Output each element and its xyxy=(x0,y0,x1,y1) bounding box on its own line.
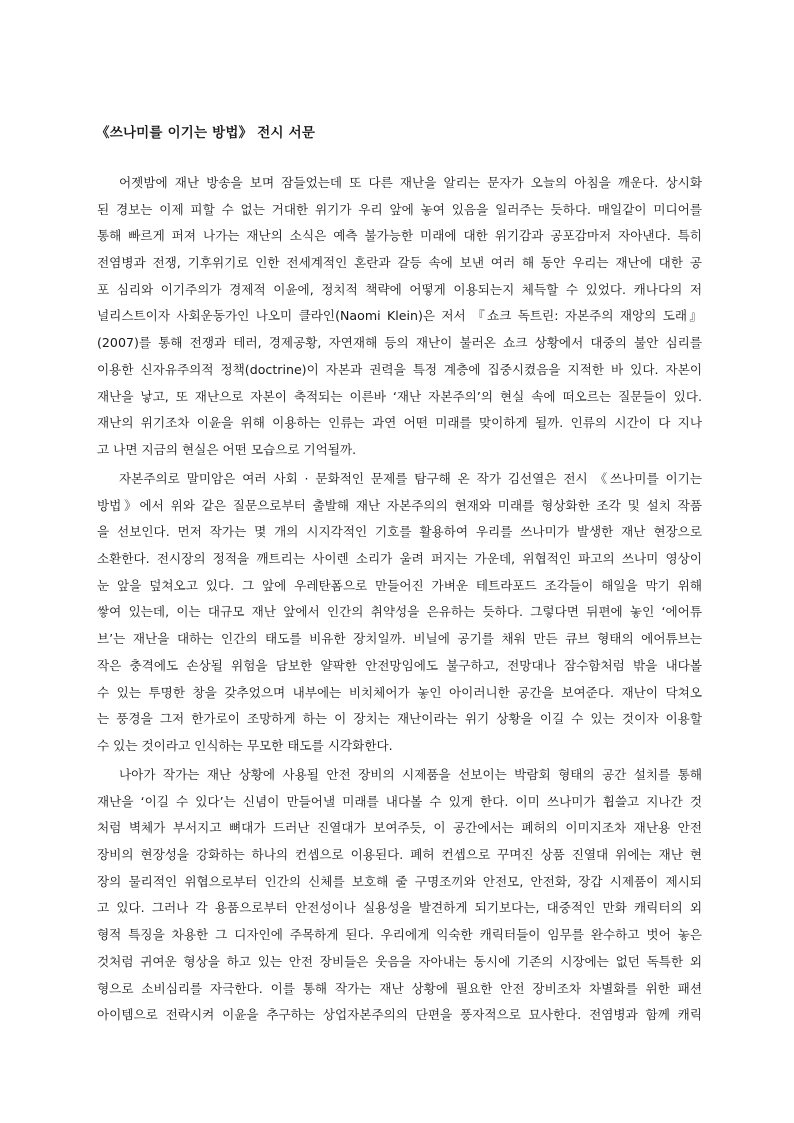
text-line: 을 선보인다. 먼저 작가는 몇 개의 시지각적인 기호를 활용하여 우리를 쓰나미가 발생한 재난 현장으로 xyxy=(97,524,702,540)
text-line: 통해 빠르게 퍼져 나가는 재난의 소식은 예측 불가능한 미래에 대한 위기감과 공포감마저 자아낸다. 특히 xyxy=(97,228,702,244)
text-line: 나아가 작가는 재난 상황에 사용될 안전 장비의 시제품을 선보이는 박람회 형태의 공간 설치를 통해 xyxy=(119,767,702,782)
text-line: 작은 충격에도 손상될 위험을 담보한 얄팍한 안전망임에도 불구하고, 전망대나 잠수함처럼 밖을 내다볼 xyxy=(97,657,702,673)
text-line: 소환한다. 전시장의 정적을 깨트리는 사이렌 소리가 울려 퍼지는 가운데, 위협적인 파고의 쓰나미 영상이 xyxy=(97,551,702,567)
text-line: 자본주의로 말미암은 여러 사회 · 문화적인 문제를 탐구해 온 작가 김선열은 전시 《쓰나미를 이기는 xyxy=(119,471,702,486)
text-line: 수 있는 투명한 창을 갖추었으며 내부에는 비치체어가 놓인 아이러니한 공간을 보여준다. 재난이 닥쳐오 xyxy=(97,684,702,700)
text-line: 아이템으로 전락시켜 이윤을 추구하는 상업자본주의의 단편을 풍자적으로 묘사한다. 전염병과 함께 캐릭 xyxy=(97,1007,702,1023)
text-line: 고 나면 지금의 현실은 어떤 모습으로 기억될까. xyxy=(97,441,357,457)
text-line: 널리스트이자 사회운동가인 나오미 클라인(Naomi Klein)은 저서 『쇼크 독트린: 자본주의 재앙의 도래』 xyxy=(97,308,702,324)
text-line: 형적 특징을 차용한 그 디자인에 주목하게 된다. 우리에게 익숙한 캐릭터들이 임무를 완수하고 벗어 놓은 xyxy=(97,927,702,943)
paragraph-3 xyxy=(97,762,702,1029)
text-line: 재난을 낳고, 또 재난으로 자본이 축적되는 이른바 ‘재난 자본주의’의 현실 속에 떠오르는 질문들이 있다. xyxy=(97,388,702,404)
text-line: 방법》에서 위와 같은 질문으로부터 출발해 재난 자본주의의 현재와 미래를 형상화한 조각 및 설치 작품 xyxy=(97,497,702,513)
paragraph-2 xyxy=(97,466,702,760)
text-line: 처럼 벽체가 부서지고 뼈대가 드러난 진열대가 보여주듯, 이 공간에서는 폐허의 이미지조차 재난용 안전 xyxy=(97,820,702,836)
text-line: 포 심리와 이기주의가 경제적 이윤에, 정치적 책략에 어떻게 이용되는지 체득할 수 있었다. 캐나다의 저 xyxy=(97,281,702,297)
text-line: 고 있다. 그러나 각 용품으로부터 안전성이나 실용성을 발견하게 되기보다는, 대중적인 만화 캐릭터의 외 xyxy=(97,900,702,916)
text-line: 수 있는 것이라고 인식하는 무모한 태도를 시각화한다. xyxy=(97,737,393,753)
text-line: 쌓여 있는데, 이는 대규모 재난 앞에서 인간의 취약성을 은유하는 듯하다. 그렇다면 뒤편에 놓인 ‘에어튜 xyxy=(97,604,702,620)
text-line: 눈 앞을 덮쳐오고 있다. 그 앞에 우레탄폼으로 만들어진 가벼운 테트라포드 조각들이 해일을 막기 위해 xyxy=(97,577,702,593)
text-line: 이용한 신자유주의적 정책(doctrine)이 자본과 권력을 특정 계층에 집중시켰음을 지적한 바 있다. 자본이 xyxy=(97,361,702,377)
document-title: 《쓰나미를 이기는 방법》 전시 서문 xyxy=(96,125,316,141)
text-line: 것처럼 귀여운 형상을 하고 있는 안전 장비들은 웃음을 자아내는 동시에 기존의 시장에는 없던 독특한 외 xyxy=(97,953,702,969)
text-line: 브’는 재난을 대하는 인간의 태도를 비유한 장치일까. 비닐에 공기를 채워 만든 큐브 형태의 에어튜브는 xyxy=(97,631,702,647)
text-line: 어젯밤에 재난 방송을 보며 잠들었는데 또 다른 재난을 알리는 문자가 오늘의 아침을 깨운다. 상시화 xyxy=(119,175,702,190)
text-line: 전염병과 전쟁, 기후위기로 인한 전세계적인 혼란과 갈등 속에 보낸 여러 해 동안 우리는 재난에 대한 공 xyxy=(97,255,702,271)
paragraph-1 xyxy=(97,170,702,464)
text-line: 재난을 ‘이길 수 있다’는 신념이 만들어낼 미래를 내다볼 수 있게 한다. 이미 쓰나미가 휩쓸고 지나간 것 xyxy=(97,793,702,809)
text-line: 재난의 위기조차 이윤을 위해 이용하는 인류는 과연 어떤 미래를 맞이하게 될까. 인류의 시간이 다 지나 xyxy=(97,415,702,431)
text-line: 장의 물리적인 위협으로부터 인간의 신체를 보호해 줄 구명조끼와 안전모, 안전화, 장갑 시제품이 제시되 xyxy=(97,873,702,889)
text-line: (2007)를 통해 전쟁과 테러, 경제공황, 자연재해 등의 재난이 불러온 쇼크 상황에서 대중의 불안 심리를 xyxy=(97,335,702,351)
text-line: 된 경보는 이제 피할 수 없는 거대한 위기가 우리 앞에 놓여 있음을 일러주는 듯하다. 매일같이 미디어를 xyxy=(97,201,702,217)
text-line: 장비의 현장성을 강화하는 하나의 컨셉으로 이용된다. 폐허 컨셉으로 꾸며진 상품 진열대 위에는 재난 현 xyxy=(97,847,702,863)
text-line: 형으로 소비심리를 자극한다. 이를 통해 작가는 재난 상황에 필요한 안전 장비조차 차별화를 위한 패션 xyxy=(97,980,702,996)
text-line: 는 풍경을 그저 한가로이 조망하게 하는 이 장치는 재난이라는 위기 상황을 이길 수 있는 것이자 이용할 xyxy=(97,711,702,727)
